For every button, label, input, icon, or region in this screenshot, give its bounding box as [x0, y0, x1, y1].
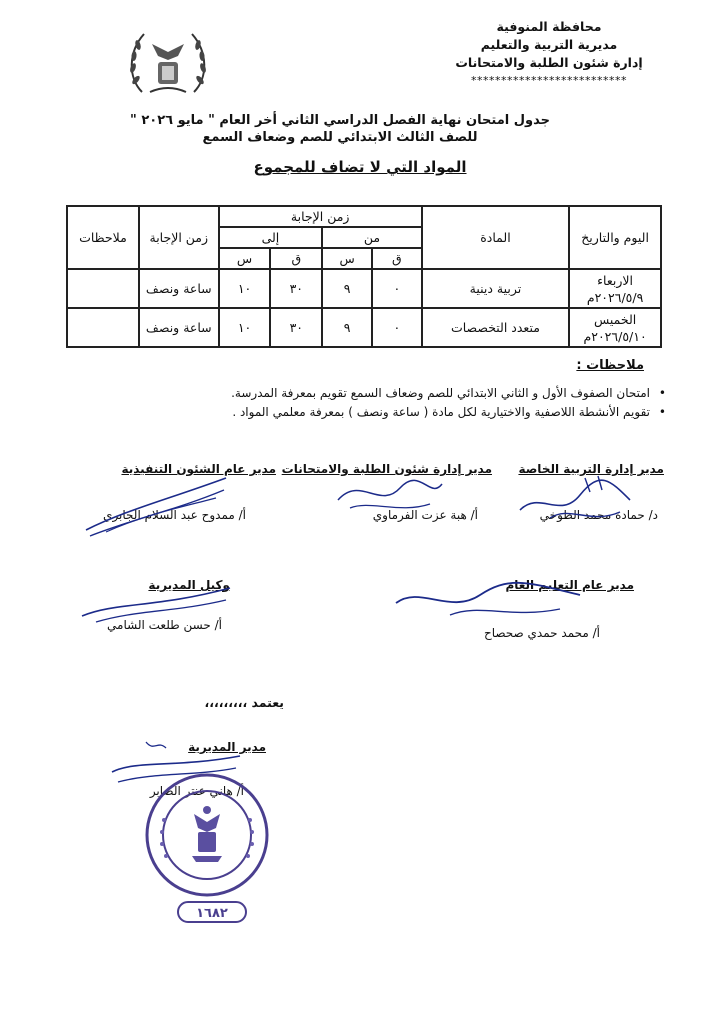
affairs-title: مدير إدارة شئون الطلبة والامتحانات: [281, 462, 492, 476]
director-title: مدير المديرية: [188, 740, 266, 754]
header-block: [454, 18, 644, 90]
day-date-cell: [569, 269, 661, 308]
stamp-number-frame: [176, 900, 248, 924]
header-day-date: اليوم والتاريخ: [569, 206, 661, 269]
table-row: [67, 269, 661, 308]
title-line-2: للصف الثالث الابتدائي للصم وضعاف السمع: [202, 130, 478, 145]
exec-name: أ/ ممدوح عبد السلام الجابري: [103, 508, 246, 522]
deputy-signature: [76, 582, 236, 628]
to-minutes-cell: ٣٠: [270, 269, 322, 308]
header-from-hours: س: [322, 248, 372, 269]
directorate-name: مديرية التربية والتعليم: [480, 37, 618, 52]
header-to: إلى: [219, 227, 323, 248]
day-label: الاربعاء: [597, 272, 633, 288]
approve-label: يعتمد ،،،،،،،،،: [204, 695, 284, 710]
from-minutes-cell: ٠: [372, 308, 422, 347]
header-from-minutes: ق: [372, 248, 422, 269]
general-ed-signature: [390, 575, 590, 630]
duration-cell: ساعة ونصف: [139, 269, 219, 308]
header-from: من: [322, 227, 422, 248]
duration-cell: ساعة ونصف: [139, 308, 219, 347]
header-notes: ملاحظات: [67, 206, 139, 269]
list-item: • تقويم الأنشطة اللاصفية والاختيارية لكل مادة ( ساعة ونصف ) بمعرفة معلمي المواد .: [90, 403, 650, 422]
subject-cell: تربية دينية: [422, 269, 569, 308]
header-subject: المادة: [422, 206, 569, 269]
header-duration: زمن الإجابة: [139, 206, 219, 269]
to-hours-cell: ١٠: [219, 308, 271, 347]
general-ed-title: مدير عام التعليم العام: [505, 578, 634, 592]
deputy-name: أ/ حسن طلعت الشامي: [107, 618, 222, 632]
table-row: [67, 308, 661, 347]
deputy-title: وكيل المديرية: [148, 578, 230, 592]
notes-list: [90, 384, 668, 422]
title-line-1: جدول امتحان نهاية الفصل الدراسي الثاني أخر العام " مايو ٢٠٢٦ ": [130, 113, 550, 128]
day-label: الخميس: [593, 311, 637, 327]
subjects-title: المواد التي لا تضاف للمجموع: [253, 158, 467, 176]
from-minutes-cell: ٠: [372, 269, 422, 308]
general-ed-name: أ/ محمد حمدي صحصاح: [483, 626, 600, 640]
special-ed-signature: [510, 470, 640, 530]
header-stars: **************************: [471, 74, 627, 87]
day-date-cell: [569, 308, 661, 347]
special-ed-title: مدير إدارة التربية الخاصة: [518, 462, 664, 476]
directorate-stamp: [142, 770, 272, 900]
affairs-signature: [330, 470, 450, 518]
schedule-table: [66, 205, 662, 348]
exec-title: مدير عام الشئون التنفيذية: [121, 462, 276, 476]
affairs-name: أ/ هبة عزت الفرماوي: [372, 508, 478, 522]
from-hours-cell: ٩: [322, 308, 372, 347]
notes-title: ملاحظات :: [576, 358, 644, 373]
notes-cell: [67, 308, 139, 347]
ministry-logo: [122, 22, 214, 100]
exam-title: [60, 112, 620, 146]
department-name: إدارة شئون الطلبة والامتحانات: [455, 55, 643, 70]
from-hours-cell: ٩: [322, 269, 372, 308]
list-item: • امتحان الصفوف الأول و الثاني الابتدائي للصم وضعاف السمع تقويم بمعرفة المدرسة.: [90, 384, 650, 403]
to-minutes-cell: ٣٠: [270, 308, 322, 347]
header-answer-time: زمن الإجابة: [219, 206, 422, 227]
stamp-number: ١٦٨٢: [196, 906, 228, 921]
director-name: أ/ هاني عنتر الصابر: [149, 784, 244, 798]
notes-cell: [67, 269, 139, 308]
date-label: ٢٠٢٦/٥/١٠م: [583, 328, 647, 344]
subject-cell: متعدد التخصصات: [422, 308, 569, 347]
exec-signature: [76, 470, 236, 542]
date-label: ٢٠٢٦/٥/٩م: [586, 289, 644, 305]
to-hours-cell: ١٠: [219, 269, 271, 308]
governorate-name: محافظة المنوفية: [496, 19, 602, 34]
header-to-minutes: ق: [270, 248, 322, 269]
header-to-hours: س: [219, 248, 271, 269]
special-ed-name: د/ حمادة محمد الطوخي: [539, 508, 658, 522]
